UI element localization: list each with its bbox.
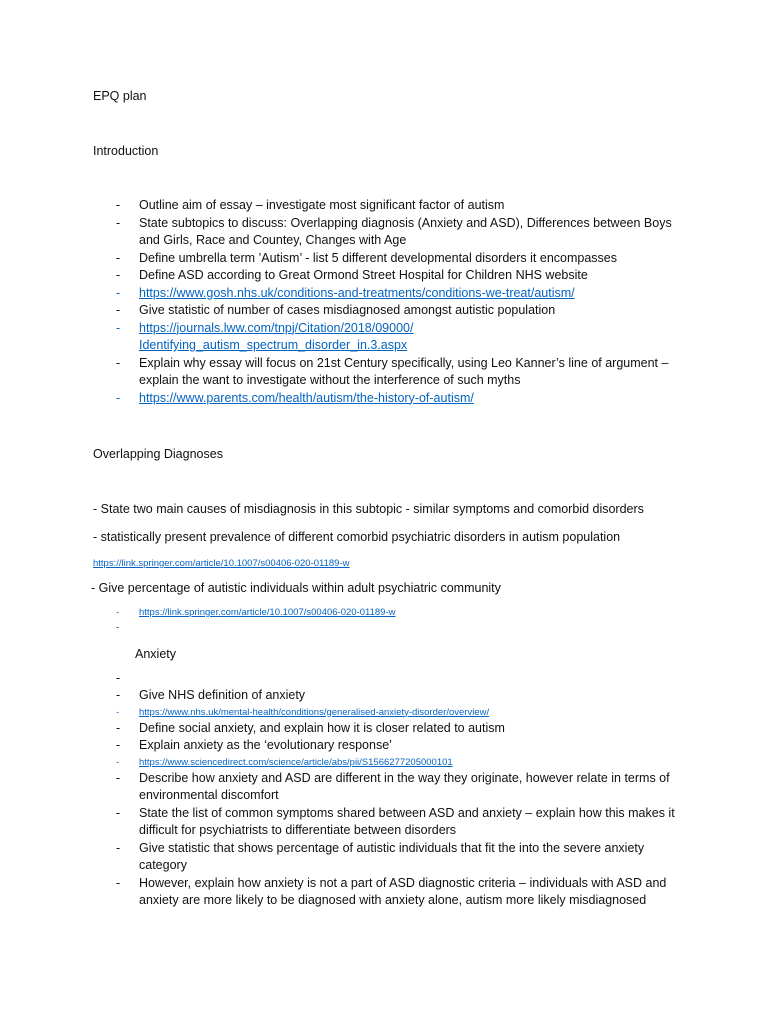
paragraph: - State two main causes of misdiagnosis in this subtopic - similar symptoms and comorbid disorders xyxy=(93,502,644,516)
list-item: - Outline aim of essay – investigate most significant factor of autism xyxy=(0,197,679,215)
list-item: - Describe how anxiety and ASD are different in the way they originate, however relate in terms of environmental discomfort xyxy=(0,770,679,805)
introduction-bullet-list xyxy=(0,197,768,407)
list-item: - Give NHS definition of anxiety xyxy=(0,687,679,705)
section-heading-introduction: Introduction xyxy=(93,144,159,158)
list-item: - Define ASD according to Great Ormond Street Hospital for Children NHS website xyxy=(0,267,679,285)
parents-history-link[interactable]: https://www.parents.com/health/autism/the-history-of-autism/ xyxy=(139,390,474,405)
list-item-empty xyxy=(0,670,679,687)
paragraph: - statistically present prevalence of different comorbid psychiatric disorders in autism population xyxy=(93,530,621,544)
overlap-bullet-list xyxy=(0,605,768,620)
list-item: - However, explain how anxiety is not a part of ASD diagnostic criteria – individuals with ASD and anxiety are more likely to be diagnosed with anxiety alone, autism more likely misdiagnosed xyxy=(0,875,679,910)
list-item: - Give statistic of number of cases misdiagnosed amongst autistic population xyxy=(0,302,679,320)
document-title: EPQ plan xyxy=(93,89,147,103)
list-item: - State the list of common symptoms shared between ASD and anxiety – explain how this makes it difficult for psychiatrists to differentiate between disorders xyxy=(0,805,679,840)
paragraph-link xyxy=(93,555,349,573)
journals-lww-link[interactable]: https://journals.lww.com/tnpj/Citation/2018/09000/ Identifying_autism_spectrum_disorder_in.3.aspx xyxy=(139,320,414,352)
paragraph: - Give percentage of autistic individuals within adult psychiatric community xyxy=(91,581,501,595)
sciencedirect-link[interactable]: https://www.sciencedirect.com/science/article/abs/pii/S1566277205000101 xyxy=(139,756,453,768)
section-heading-overlapping-diagnoses: Overlapping Diagnoses xyxy=(93,447,223,461)
subsection-heading-anxiety: Anxiety xyxy=(135,647,176,661)
springer-link-2[interactable]: https://link.springer.com/article/10.1007/s00406-020-01189-w xyxy=(139,607,396,618)
list-item: - Explain anxiety as the ‘evolutionary response’ xyxy=(0,737,679,755)
list-item: - Give statistic that shows percentage of autistic individuals that fit the into the severe anxiety category xyxy=(0,840,679,875)
list-item-link xyxy=(0,755,679,770)
anxiety-bullet-list xyxy=(0,670,768,910)
list-item-link xyxy=(0,285,679,303)
list-item-link xyxy=(0,705,679,720)
list-item: - Define social anxiety, and explain how it is closer related to autism xyxy=(0,720,679,738)
list-item: - State subtopics to discuss: Overlapping diagnosis (Anxiety and ASD), Differences between Boys and Girls, Race and Countey, Changes with Age xyxy=(0,215,679,250)
list-item-link xyxy=(0,605,679,620)
springer-link[interactable]: https://link.springer.com/article/10.1007/s00406-020-01189-w xyxy=(93,558,350,569)
list-item: - Explain why essay will focus on 21st Century specifically, using Leo Kanner’s line of argument – explain the want to investigate without the interference of such myths xyxy=(0,355,679,390)
nhs-anxiety-link[interactable]: https://www.nhs.uk/mental-health/conditions/generalised-anxiety-disorder/overview/ xyxy=(139,706,490,718)
list-item: - Define umbrella term ’Autism’ - list 5 different developmental disorders it encompasses xyxy=(0,250,679,268)
gosh-autism-link[interactable]: https://www.gosh.nhs.uk/conditions-and-treatments/conditions-we-treat/autism/ xyxy=(139,285,575,300)
list-item-link xyxy=(0,390,679,408)
list-item-link xyxy=(0,320,679,355)
